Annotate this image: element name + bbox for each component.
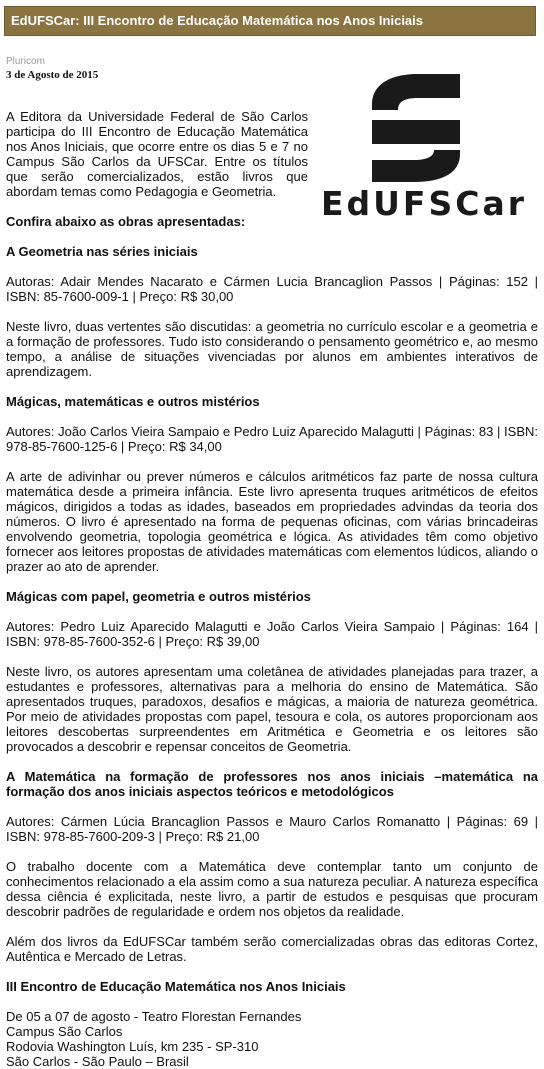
event-title: III Encontro de Educação Matemática nos Anos Iniciais [6, 979, 346, 994]
event-address: Rodovia Washington Luís, km 235 - SP-310 [6, 1039, 259, 1054]
closing-paragraph: Além dos livros da EdUFSCar também serão comercializadas obras das editoras Cortez, Autêntica e Mercado de Letras. [6, 934, 538, 964]
book-title: A Geometria nas séries iniciais [6, 244, 198, 259]
edufscar-logo-wordmark: EdUFSCar [320, 184, 528, 223]
event-dates-venue: De 05 a 07 de agosto - Teatro Florestan Fernandes [6, 1009, 302, 1024]
article-title: EdUFSCar: III Encontro de Educação Matemática nos Anos Iniciais [11, 13, 424, 28]
book-title: Mágicas com papel, geometria e outros mistérios [6, 589, 311, 604]
publication-date: 3 de Agosto de 2015 [6, 69, 99, 81]
source-label[interactable]: Pluricom [6, 56, 45, 67]
event-campus: Campus São Carlos [6, 1024, 123, 1039]
article-body [6, 109, 538, 1069]
book-title: Mágicas, matemáticas e outros mistérios [6, 394, 260, 409]
book-description: Neste livro, duas vertentes são discutidas: a geometria no currículo escolar e a geometria e a formação de professores. Tudo isto considerando o pensamento geométrico e, ao mesmo tempo, a análise de situações vivenciadas por alunos em ambientes interativos de aprendizagem. [6, 319, 538, 379]
book-description: O trabalho docente com a Matemática deve contemplar tanto um conjunto de conhecimentos relacionado a ela assim como a sua natureza peculiar. A natureza específica dessa ciência é explicitada, neste livro, a partir de estudos e pesquisas que procuram descobrir padrões de regularidade e ordem nos objetos da realidade. [6, 859, 538, 919]
intro-paragraph: A Editora da Universidade Federal de São Carlos participa do III Encontro de Educação Matemática nos Anos Iniciais, que ocorre entre os dias 5 e 7 no Campus São Carlos da UFSCar. Entre os títulos que serão comercializados, estão livros que abordam temas como Pedagogia e Geometria. [6, 109, 308, 199]
book-details: Autores: Pedro Luiz Aparecido Malagutti e João Carlos Vieira Sampaio | Páginas: 164 | ISBN: 978-85-7600-352-6 | Preço: R$ 39,00 [6, 619, 538, 649]
article-title-bar [4, 6, 536, 36]
book-details: Autores: João Carlos Vieira Sampaio e Pedro Luiz Aparecido Malagutti | Páginas: 83 | ISBN: 978-85-7600-125-6 | Preço: R$ 34,00 [6, 424, 538, 454]
books-intro-heading: Confira abaixo as obras apresentadas: [6, 214, 246, 229]
book-details: Autores: Cármen Lúcia Brancaglion Passos e Mauro Carlos Romanatto | Páginas: 69 | ISBN: 978-85-7600-209-3 | Preço: R$ 21,00 [6, 814, 538, 844]
event-city: São Carlos - São Paulo – Brasil [6, 1054, 189, 1069]
book-details: Autoras: Adair Mendes Nacarato e Cármen Lucia Brancaglion Passos | Páginas: 152 | ISBN: 85-7600-009-1 | Preço: R$ 30,00 [6, 274, 538, 304]
book-title: A Matemática na formação de professores nos anos iniciais –matemática na formação dos anos iniciais aspectos teóricos e metodológicos [6, 769, 538, 799]
book-description: Neste livro, os autores apresentam uma coletânea de atividades planejadas para trazer, a estudantes e professores, alternativas para a melhoria do ensino de Matemática. São apresentados truques, paradoxos, desafios e mágicas, a maioria de natureza geométrica. Por meio de atividades propostas com papel, tesoura e cola, os autores proporcionam aos leitores descobertas surpreendentes em Aritmética e Geometria e os leitores são provocados a descobrir e repensar conceitos de Geometria. [6, 664, 538, 754]
book-description: A arte de adivinhar ou prever números e cálculos aritméticos faz parte de nossa cultura matemática desde a primeira infância. Este livro apresenta truques aritméticos de efeitos mágicos, dirigidos a todas as idades, baseados em propriedades advindas da teoria dos números. O livro é apresentado na forma de pequenas oficinas, com várias brincadeiras envolvendo geometria, topologia geométrica e lógica. As atividades têm como objetivo fornecer aos leitores propostas de atividades matemáticas com elementos lúdicos, aliando o prazer ao ato de aprender. [6, 469, 538, 574]
